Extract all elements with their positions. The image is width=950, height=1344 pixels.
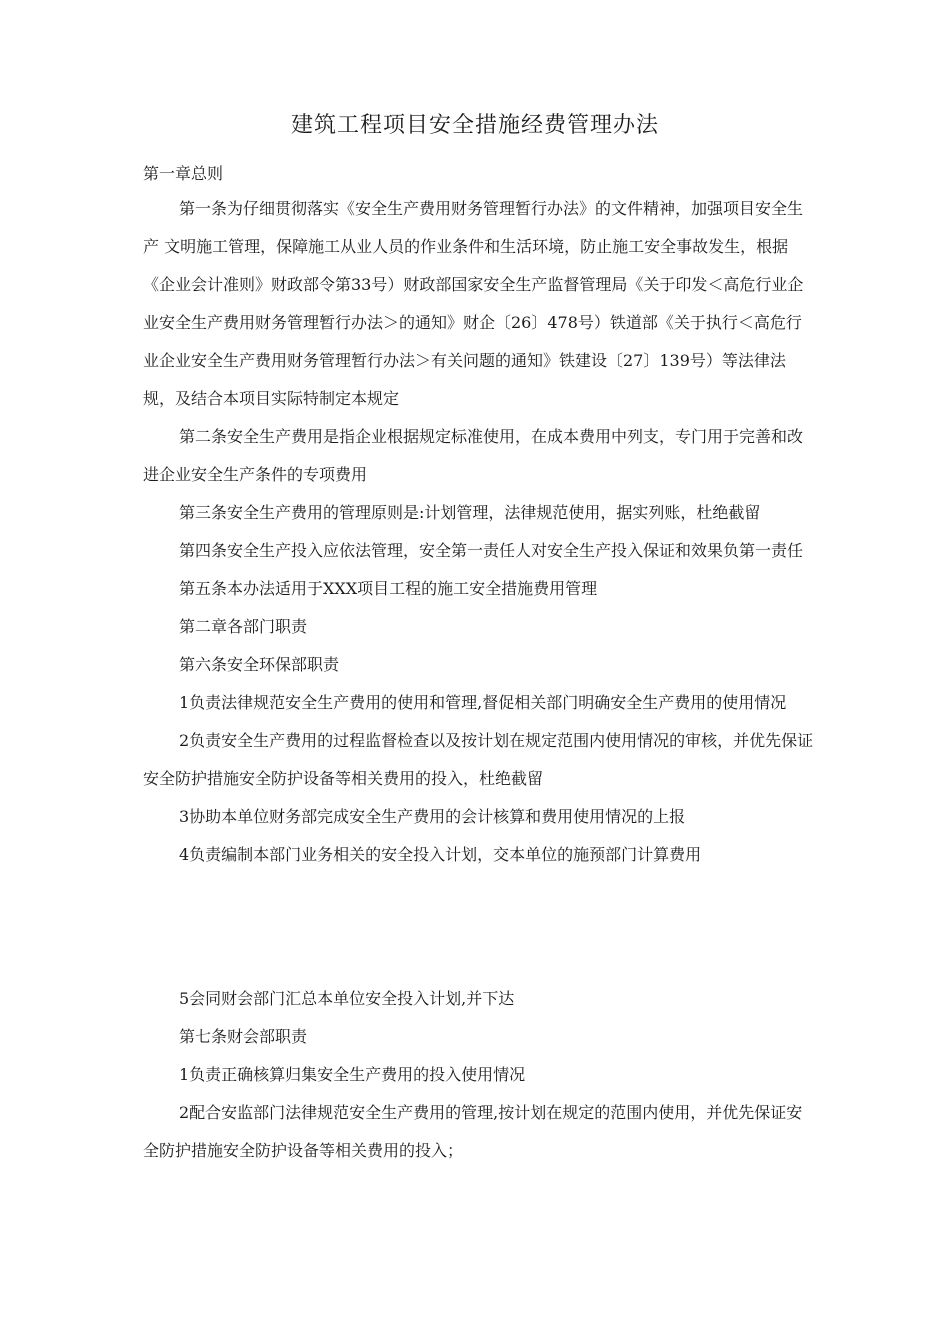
article-paragraph: 第一条为仔细贯彻落实《安全生产费用财务管理暂行办法》的文件精神，加强项目安全生产 文明施工管理，保障施工从业人员的作业条件和生活环境，防止施工安全事故发生，根据《企业会计准则》财政部令第33号）财政部国家安全生产监督管理局《关于印发＜高危行业企业安全生产费用财务管理暂行办法＞的通知》财企〔26〕478号）铁道部《关于执行＜高危行业企业安全生产费用财务管理暂行办法＞有关问题的通知》铁建设〔27〕139号）等法律法规，及结合本项目实际特制定本规定 bbox=[143, 199, 804, 408]
chapter-heading: 第一章总则 bbox=[143, 164, 224, 183]
list-item: 4负责编制本部门业务相关的安全投入计划，交本单位的施预部门计算费用 bbox=[179, 845, 702, 864]
list-item: 2配合安监部门法律规范安全生产费用的管理,按计划在规定的范围内使用，并优先保证安全防护措施安全防护设备等相关费用的投入； bbox=[143, 1103, 803, 1160]
article-paragraph: 第二条安全生产费用是指企业根据规定标准使用，在成本费用中列支，专门用于完善和改进企业安全生产条件的专项费用 bbox=[143, 427, 804, 484]
document-body bbox=[143, 190, 815, 874]
article-paragraph: 第五条本办法适用于XXX项目工程的施工安全措施费用管理 bbox=[179, 579, 598, 598]
list-item: 5会同财会部门汇总本单位安全投入计划,并下达 bbox=[179, 989, 515, 1008]
list-item: 1负责法律规范安全生产费用的使用和管理,督促相关部门明确安全生产费用的使用情况 bbox=[179, 693, 787, 712]
article-paragraph: 第四条安全生产投入应依法管理，安全第一责任人对安全生产投入保证和效果负第一责任 bbox=[179, 541, 804, 560]
list-item: 3协助本单位财务部完成安全生产费用的会计核算和费用使用情况的上报 bbox=[179, 807, 686, 826]
list-item: 1负责正确核算归集安全生产费用的投入使用情况 bbox=[179, 1065, 526, 1084]
document-title: 建筑工程项目安全措施经费管理办法 bbox=[290, 113, 659, 138]
article-heading: 第六条安全环保部职责 bbox=[179, 655, 340, 674]
list-item: 2负责安全生产费用的过程监督检查以及按计划在规定范围内使用情况的审核，并优先保证安全防护措施安全防护设备等相关费用的投入，杜绝截留 bbox=[143, 731, 814, 788]
document-body-continued bbox=[143, 980, 815, 1170]
chapter-heading: 第二章各部门职责 bbox=[179, 617, 308, 636]
article-heading: 第七条财会部职责 bbox=[179, 1027, 308, 1046]
article-paragraph: 第三条安全生产费用的管理原则是:计划管理，法律规范使用，据实列账，杜绝截留 bbox=[179, 503, 761, 522]
